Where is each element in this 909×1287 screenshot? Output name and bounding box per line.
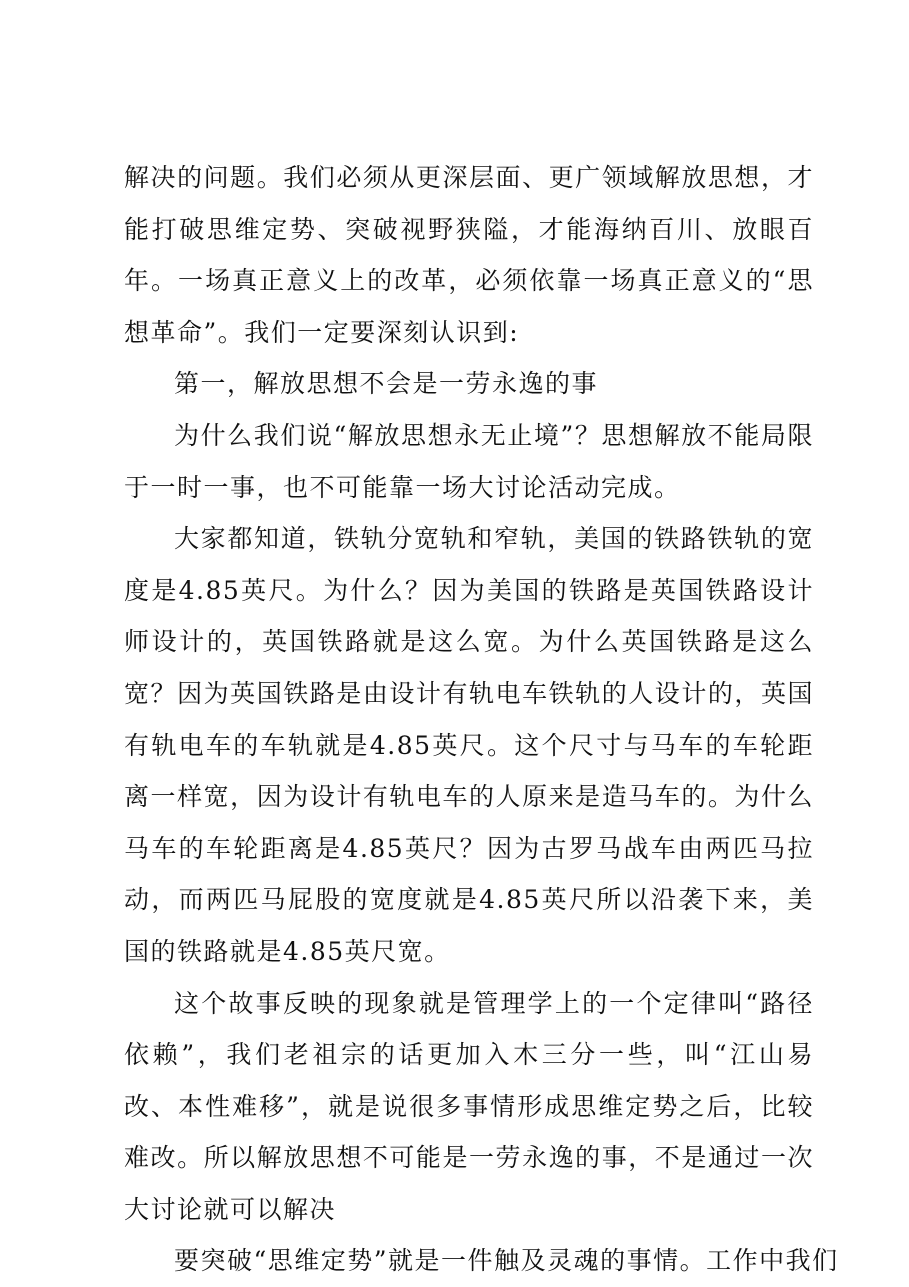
paragraph-railway-story: 大家都知道，铁轨分宽轨和窄轨，美国的铁路铁轨的宽度是4.85英尺。为什么？因为美国的铁路是英国铁路设计师设计的，英国铁路就是这么宽。为什么英国铁路是这么宽？因为英国铁路是由设计有轨电车铁轨的人设计的，英国有轨电车的车轨就是4.85英尺。这个尺寸与马车的车轮距离一样宽，因为设计有轨电车的人原来是造马车的。为什么马车的车轮距离是4.85英尺？因为古罗马战车由两匹马拉动，而两匹马屁股的宽度就是4.85英尺所以沿袭下来，美国的铁路就是4.85英尺宽。 [124, 524, 814, 966]
section-heading: 第一，解放思想不会是一劳永逸的事 [174, 369, 599, 399]
paragraph-continuation: 解决的问题。我们必须从更深层面、更广领域解放思想，才能打破思维定势、突破视野狭隘，才能海纳百川、放眼百年。一场真正意义上的改革，必须依靠一场真正意义的“思想革命”。我们一定要深刻认识到: [124, 163, 814, 347]
body-text [124, 152, 839, 1287]
paragraph-truncated: 要突破“思维定势”就是一件触及灵魂的事情。工作中我们 [174, 1246, 839, 1276]
paragraph-path-dependence: 这个故事反映的现象就是管理学上的一个定律叫“路径依赖”，我们老祖宗的话更加入木三分一些，叫“江山易改、本性难移”，就是说很多事情形成思维定势之后，比较难改。所以解放思想不可能是一劳永逸的事，不是通过一次大讨论就可以解决 [124, 988, 814, 1224]
paragraph: 为什么我们说“解放思想永无止境”？思想解放不能局限于一时一事，也不可能靠一场大讨论活动完成。 [124, 420, 814, 502]
